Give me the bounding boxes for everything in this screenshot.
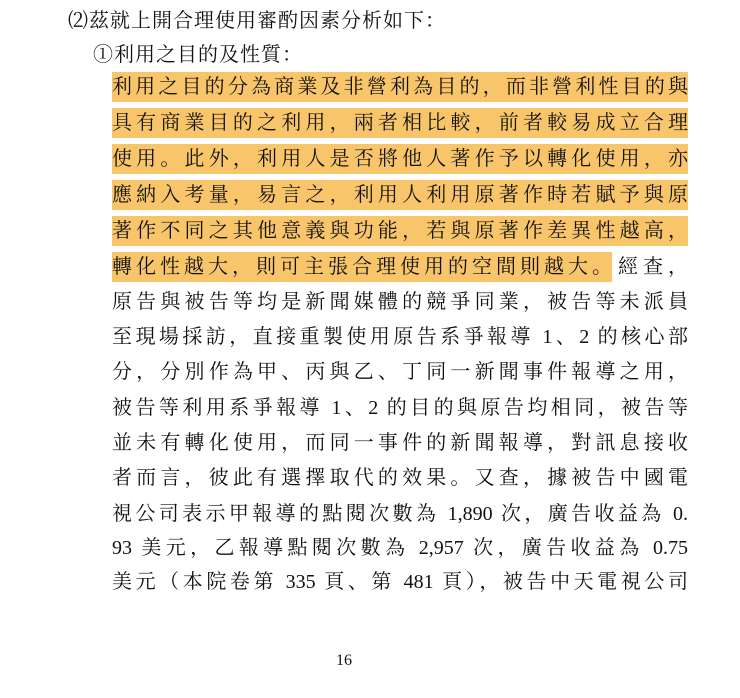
body-line: 原告與被告等均是新聞媒體的競爭同業，被告等未派員 (112, 291, 688, 313)
body-line: 並未有轉化使用，而同一事件的新聞報導，對訊息接收 (112, 432, 688, 454)
highlighted-line: 利用之目的分為商業及非營利為目的，而非營利性目的與 (112, 72, 688, 102)
body-line: 視公司表示甲報導的點閱次數為 1,890 次，廣告收益為 0. (112, 503, 688, 525)
body-line: 者而言，彼此有選擇取代的效果。又查，據被告中國電 (112, 467, 688, 489)
highlighted-line: 著作不同之其他意義與功能，若與原著作差異性越高， (112, 216, 688, 246)
body-line: 美元（本院卷第 335 頁、第 481 頁），被告中天電視公司 (112, 571, 688, 593)
highlighted-line-partial: 轉化性越大，則可主張合理使用的空間則越大。 (112, 252, 612, 282)
line-continuation: 經查， (618, 256, 688, 278)
body-line: 分，分別作為甲、丙與乙、丁同一新聞事件報導之用， (112, 361, 688, 383)
page-number: 16 (336, 652, 352, 669)
body-line: 93 美元，乙報導點閱次數為 2,957 次，廣告收益為 0.75 (112, 537, 688, 559)
highlighted-line: 使用。此外，利用人是否將他人著作予以轉化使用，亦 (112, 144, 688, 174)
highlighted-line: 應納入考量，易言之，利用人利用原著作時若賦予與原 (112, 180, 688, 210)
body-line: 至現場採訪，直接重製使用原告系爭報導 1、2 的核心部 (112, 326, 688, 348)
highlighted-line: 具有商業目的之利用，兩者相比較，前者較易成立合理 (112, 108, 688, 138)
subsection-heading: ①利用之目的及性質： (93, 44, 303, 66)
section-heading: ⑵茲就上開合理使用審酌因素分析如下： (68, 10, 446, 32)
body-line: 被告等利用系爭報導 1、2 的目的與原告均相同，被告等 (112, 397, 688, 419)
